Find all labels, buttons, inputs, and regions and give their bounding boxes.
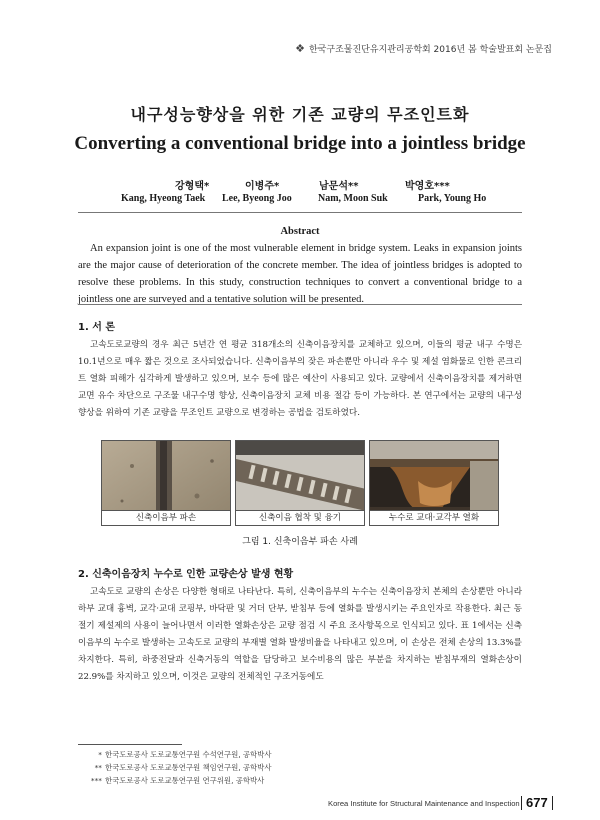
page-footer — [300, 796, 560, 812]
footnote-3: *** 한국도로공사 도로교통연구원 연구위원, 공학박사 — [90, 776, 265, 785]
author-ko-3: 남문석** — [319, 181, 359, 192]
abstract-top-rule — [78, 212, 522, 213]
author-en-4: Park, Young Ho — [418, 193, 487, 204]
author-ko-1: 강형택* — [175, 181, 210, 192]
figure-caption-2: 신축이음 협착 및 융기 — [235, 510, 365, 526]
footnote-1: * 한국도로공사 도로교통연구원 수석연구원, 공학박사 — [98, 750, 272, 759]
footer-divider — [521, 796, 522, 810]
abstract-title: Abstract — [280, 226, 320, 237]
figure-caption-3: 누수로 교대·교각부 열화 — [369, 510, 499, 526]
abstract-bottom-rule — [78, 304, 522, 305]
section-1-heading: 1. 서 론 — [78, 322, 116, 333]
figure-1-title: 그림 1. 신축이음부 파손 사례 — [242, 537, 358, 547]
author-en-3: Nam, Moon Suk — [318, 193, 388, 204]
abstract-body: An expansion joint is one of the most vulnerable element in bridge system. Leaks in expansion joints are the major cause of deterioration of the concrete member. The idea of jointless bridges is adopted to resolve these problems. In this study, construction techniques to convert a conventional bridge to a jointless one are surveyed and a tentative solution will be presented. — [78, 243, 522, 305]
diamond-icon: ❖ — [295, 42, 305, 55]
page-number: 677 — [526, 795, 548, 810]
section-2-body: 고속도로 교량의 손상은 다양한 형태로 나타난다. 특히, 신축이음부의 누수는 신축이음장치 본체의 손상뿐만 아니라 하부 교대 흉벽, 교각·교대 코핑부, 바닥판 및 거더 단부, 받침부 등에 열화를 발생시키는 주요인자로 작용한다. 최근 동절기 제설제의 사용이 늘어나면서 이러한 열화손상은 교량 점검 시 주요 조사항목으로 인식되고 있다. 표 1에서는 신축이음부의 누수로 발생하는 고속도로 교량의 부재별 열화 발생비율을 나타내고 있으며, 이 손상은 전체 손상의 13.3%를 차지한다. 특히, 하중전달과 신축거동의 역할을 담당하고 보수비용의 많은 부분을 차지하는 받침부재의 열화손상이 22.9%를 차지하고 있으며, 이것은 교량의 전체적인 구조거동에도 — [78, 587, 522, 682]
running-header-text: 한국구조물진단유지관리공학회 2016년 봄 학술발표회 논문집 — [308, 45, 552, 55]
figure-caption-1: 신축이음부 파손 — [101, 510, 231, 526]
title-korean: 내구성능향상을 위한 기존 교량의 무조인트화 — [130, 105, 470, 124]
section-1-body: 고속도로교량의 경우 최근 5년간 연 평균 318개소의 신축이음장치를 교체하고 있으며, 이들의 평균 내구 수명은 10.1년으로 매우 짧은 것으로 조사되었습니다. 신축이음부의 잦은 파손뿐만 아니라 우수 및 제설 염화물로 인한 콘크리트 열화 피해가 심각하게 발생하고 있으며, 보수 등에 많은 예산이 사용되고 있다. 교량에서 신축이음장치를 제거하면 교면 유수 차단으로 구조물 내구수명 향상, 신축이음장치 교체 비용 절감 등이 가능하다. 본 연구에서는 교량의 내구성 향상을 위하여 기존 교량을 무조인트 교량으로 변경하는 공법을 검토하였다. — [78, 340, 522, 418]
author-en-1: Kang, Hyeong Taek — [121, 193, 206, 204]
running-header — [295, 42, 552, 55]
footnote-2: ** 한국도로공사 도로교통연구원 책임연구원, 공학박사 — [94, 763, 272, 772]
footnotes — [84, 748, 271, 787]
footnote-rule — [78, 744, 182, 745]
figure-1-captions — [101, 510, 499, 526]
footer-text: Korea Institute for Structural Maintenance and Inspection — [328, 799, 520, 808]
author-en-2: Lee, Byeong Joo — [222, 193, 292, 204]
author-ko-2: 이병주* — [245, 181, 280, 192]
title-english: Converting a conventional bridge into a jointless bridge — [74, 133, 526, 154]
section-2-heading: 2. 신축이음장치 누수로 인한 교량손상 발생 현황 — [78, 569, 294, 580]
footer-divider-right — [552, 796, 553, 810]
author-ko-4: 박영호*** — [405, 181, 450, 192]
